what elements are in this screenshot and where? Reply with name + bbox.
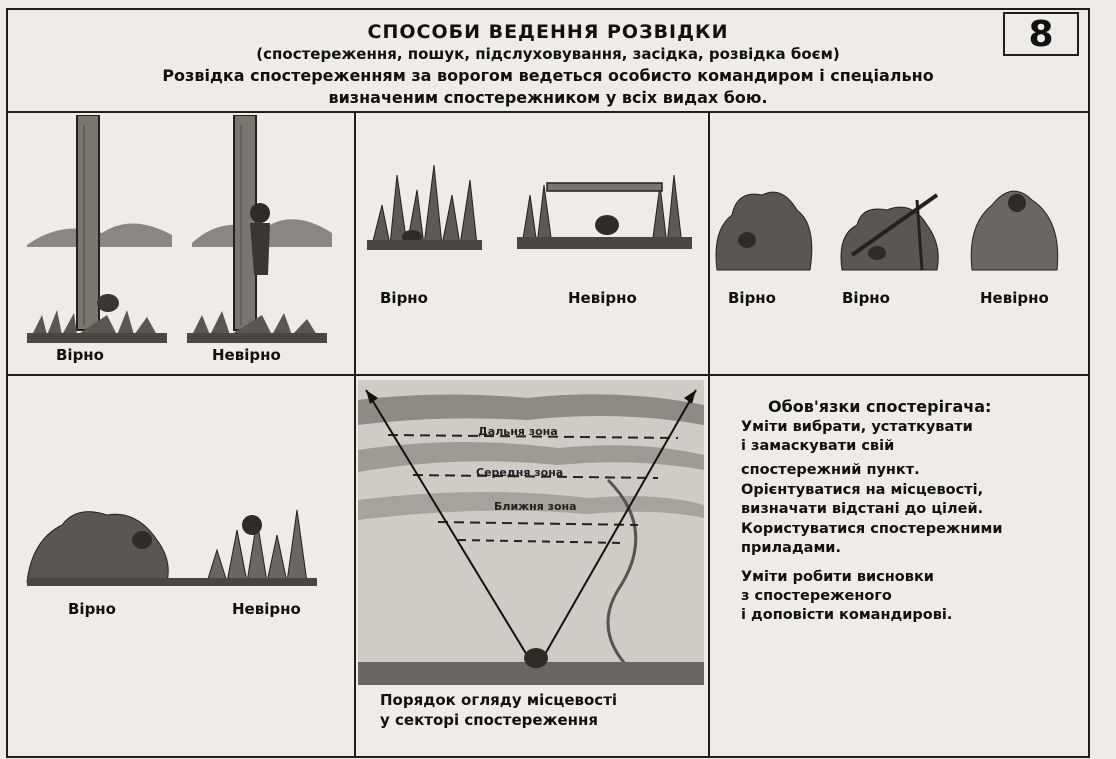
bushes-wrong-label: Невірно [980,289,1049,307]
trench-wrong-label: Невірно [568,289,637,307]
duty-line: Орієнтуватися на місцевості, [741,482,984,498]
duty-line: Уміти вибрати, устаткувати [741,419,973,435]
page-title: СПОСОБИ ВЕДЕННЯ РОЗВІДКИ [367,21,729,43]
lead-text-line-2: визначеним спостережником у всіх видах бою. [328,88,768,107]
tree-wrong-label: Невірно [212,346,281,364]
shrub-correct-label: Вірно [68,600,116,618]
bushes-illustration [712,175,1084,275]
bushes-correct-label-1: Вірно [728,289,776,307]
duties-title: Обов'язки спостерігача: [768,397,992,416]
duty-line: і доповісти командирові. [741,607,953,623]
trench-correct-label: Вірно [380,289,428,307]
page-subtitle: (спостереження, пошук, підслуховування, засідка, розвідка боєм) [256,45,840,63]
header-divider [8,111,1088,113]
duty-line: Уміти робити висновки [741,569,934,585]
duty-line: Користуватися спостережними [741,521,1003,537]
zone-far-label: Дальня зона [478,425,558,438]
tree-correct-label: Вірно [56,346,104,364]
zone-mid-label: Середня зона [476,466,564,479]
poster-header [8,10,1088,110]
duty-line: приладами. [741,540,841,556]
page-number-badge: 8 [1003,12,1079,56]
shrub-illustration [22,490,352,590]
bushes-correct-label-2: Вірно [842,289,890,307]
row-divider [8,374,1088,376]
sector-caption-line-1: Порядок огляду місцевості [380,691,618,709]
duty-line: визначати відстані до цілей. [741,501,984,517]
shrub-wrong-label: Невірно [232,600,301,618]
tree-illustration [22,115,352,347]
duty-line: з спостереженого [741,588,892,604]
lead-text-line-1: Розвідка спостереженням за ворогом ведеться особисто командиром і спеціально [162,66,934,85]
sector-caption-line-2: у секторі спостереження [380,711,599,729]
duty-line: спостережний пункт. [741,462,920,478]
trench-illustration [362,155,702,255]
col-divider-right [708,112,710,758]
duty-line: і замаскувати свій [741,438,895,454]
zone-near-label: Ближня зона [494,500,577,513]
col-divider-left [354,112,356,758]
